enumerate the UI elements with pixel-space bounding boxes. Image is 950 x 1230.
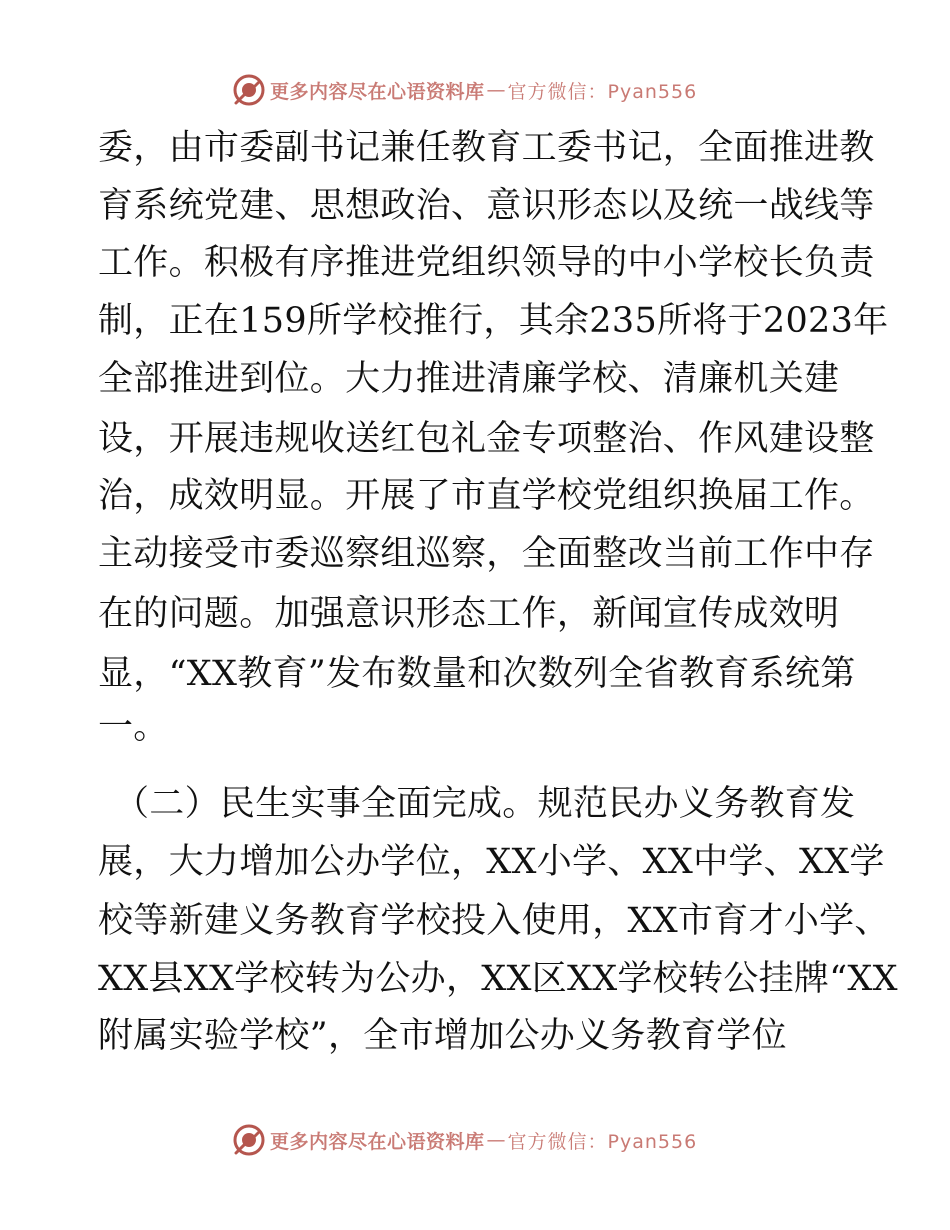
body-line: 育系统党建、思想政治、意识形态以及统一战线等 xyxy=(98,186,875,226)
logo-icon xyxy=(232,73,266,107)
body-line: 主动接受市委巡察组巡察，全面整改当前工作中存 xyxy=(98,534,875,574)
logo-icon xyxy=(232,1123,266,1157)
watermark-separator: — xyxy=(486,79,506,101)
watermark-text: 更多内容尽在心语资料库 xyxy=(270,1130,485,1153)
watermark-text: 更多内容尽在心语资料库 xyxy=(270,80,485,103)
body-line: 委，由市委副书记兼任教育工委书记，全面推进教 xyxy=(98,128,875,168)
watermark-contact: 官方微信：Pyan556 xyxy=(507,1130,698,1153)
body-line: 校等新建义务教育学校投入使用，XX市育才小学、 xyxy=(98,901,890,941)
body-line: 治，成效明显。开展了市直学校党组织换届工作。 xyxy=(98,476,875,516)
body-line: 设，开展违规收送红包礼金专项整治、作风建设整 xyxy=(98,419,875,459)
body-line: 制，正在159所学校推行，其余235所将于2023年 xyxy=(98,301,889,341)
body-line: 一。 xyxy=(98,707,169,747)
body-line: 显，“XX教育”发布数量和次数列全省教育系统第 xyxy=(98,654,856,694)
body-line: 展，大力增加公办学位，XX小学、XX中学、XX学 xyxy=(98,842,885,882)
body-line: XX县XX学校转为公办，XX区XX学校转公挂牌“XX xyxy=(98,959,898,999)
body-line: 在的问题。加强意识形态工作，新闻宣传成效明 xyxy=(98,594,840,634)
body-line: 全部推进到位。大力推进清廉学校、清廉机关建 xyxy=(98,359,840,399)
watermark-contact: 官方微信：Pyan556 xyxy=(507,80,698,103)
footer-watermark-banner xyxy=(232,1122,697,1158)
header-watermark-banner xyxy=(232,72,697,108)
body-line: 附属实验学校”，全市增加公办义务教育学位 xyxy=(98,1016,787,1056)
watermark-separator: — xyxy=(486,1129,506,1151)
body-line: 工作。积极有序推进党组织领导的中小学校长负责 xyxy=(98,243,875,283)
section-heading-line: （二）民生实事全面完成。规范民办义务教育发 xyxy=(114,784,856,824)
